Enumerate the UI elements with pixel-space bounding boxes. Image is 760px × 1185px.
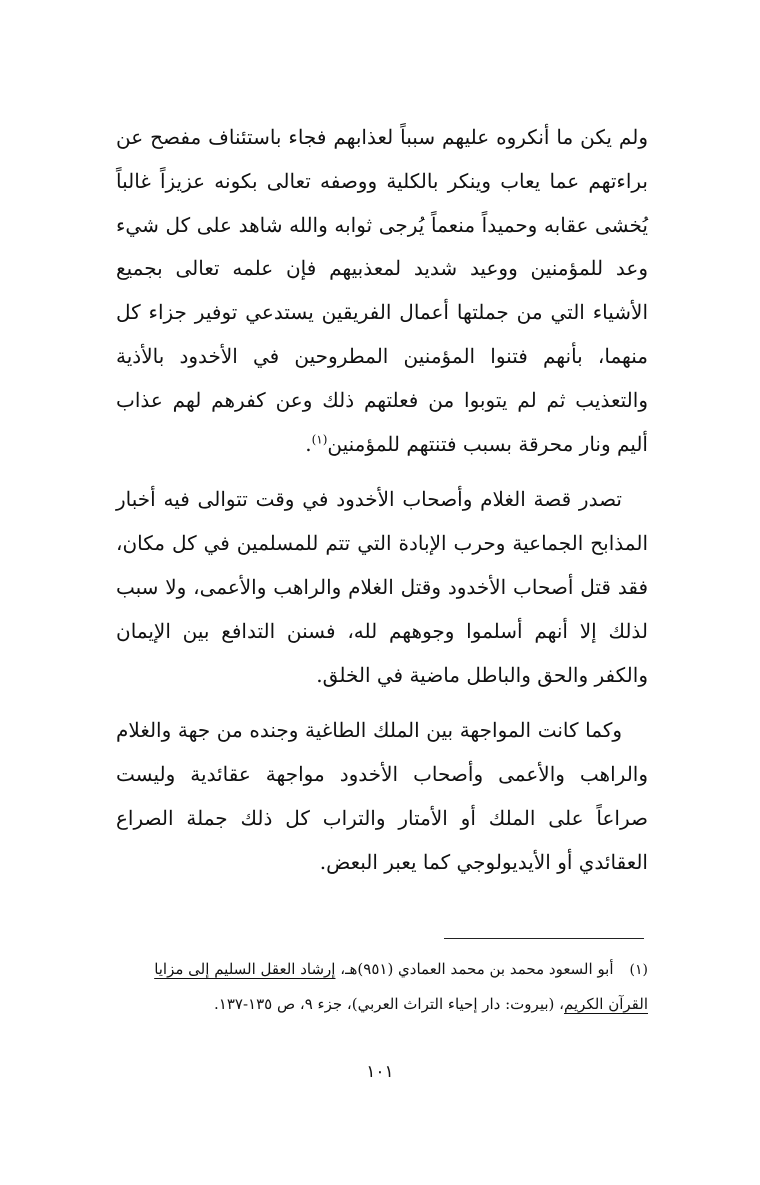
footnote-publication: ، (بيروت: دار إحياء التراث العربي)، جزء ٩، ص ١٣٥-١٣٧. [214, 995, 564, 1013]
paragraph-1-text: ولم يكن ما أنكروه عليهم سبباً لعذابهم فجاء باستئناف مفصح عن براءتهم عما يعاب وينكر بالكلية ووصفه تعالى بكونه عزيزاً غالباً يُخشى عقابه وحميداً منعماً يُرجى ثوابه والله شاهد على كل شيء وعد للمؤمنين ووعيد شديد لمعذبيهم فإن علمه تعالى بجميع الأشياء التي من جملتها أعمال الفريقين يستدعي توفير جزاء كل منهما، بأنهم فتنوا المؤمنين المطروحين في الأخدود بالأذية والتعذيب ثم لم يتوبوا من فعلتهم ذلك وعن كفرهم لهم عذاب أليم ونار محرقة بسبب فتنتهم للمؤمنين [116, 125, 649, 456]
paragraph-2 [116, 478, 648, 697]
page-number: ١٠١ [366, 1062, 394, 1082]
paragraph-1 [116, 116, 648, 466]
paragraph-1-tail: . [305, 431, 312, 456]
footnote-author: أبو السعود محمد بن محمد العمادي (٩٥١)هـ، [335, 960, 614, 978]
footnote-mark: (١) [629, 962, 648, 978]
footnote [116, 952, 648, 1021]
paragraph-3-text: وكما كانت المواجهة بين الملك الطاغية وجنده من جهة والغلام والراهب والأعمى وأصحاب الأخدود مواجهة عقائدية وليست صراعاً على الملك أو الأمتار والتراب كل ذلك جملة الصراع العقائدي أو الأيديولوجي كما يعبر البعض. [116, 718, 648, 874]
footnote-reference[interactable]: (١) [311, 431, 328, 446]
paragraph-2-text: تصدر قصة الغلام وأصحاب الأخدود في وقت تتوالى فيه أخبار المذابح الجماعية وحرب الإبادة التي تتم للمسلمين في كل مكان، فقد قتل أصحاب الأخدود وقتل الغلام والراهب والأعمى، ولا سبب لذلك إلا أنهم أسلموا وجوههم لله، فسنن التدافع بين الإيمان والكفر والحق والباطل ماضية في الخلق. [116, 487, 649, 687]
paragraph-3 [116, 709, 648, 884]
footnote-divider [444, 938, 644, 939]
main-text [116, 116, 648, 897]
footnote-book-title: إرشاد العقل السليم إلى مزايا القرآن الكريم [154, 960, 648, 1013]
